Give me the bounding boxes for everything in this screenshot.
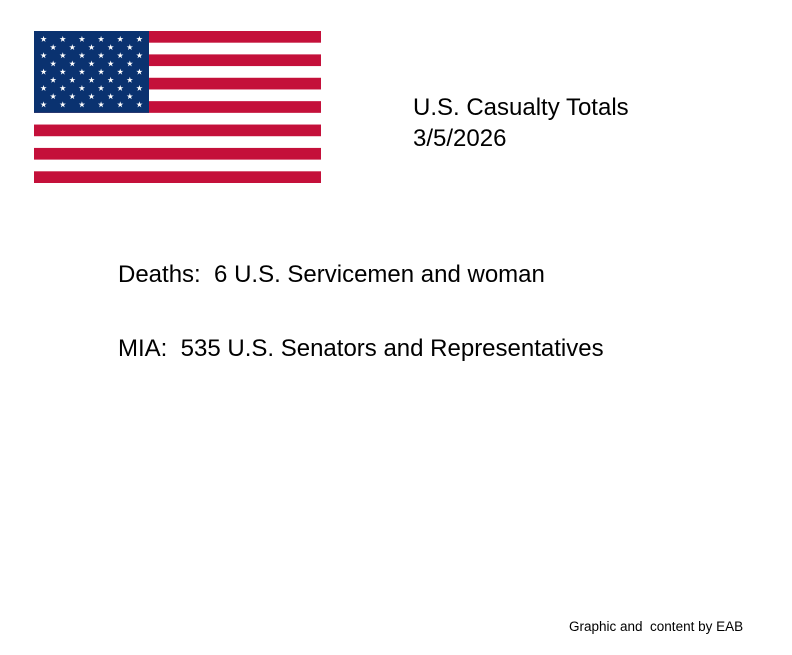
credit-text: Graphic and content by EAB bbox=[569, 619, 744, 634]
page-title: U.S. Casualty Totals bbox=[413, 94, 629, 121]
flag-red-stripe bbox=[34, 125, 321, 137]
flag-red-stripe bbox=[34, 171, 321, 183]
mia-stat: MIA: 535 U.S. Senators and Representatives bbox=[118, 335, 604, 362]
title-block bbox=[413, 92, 629, 154]
flag-canton bbox=[34, 31, 149, 113]
flag-red-stripe bbox=[34, 148, 321, 160]
report-date: 3/5/2026 bbox=[413, 125, 507, 152]
deaths-stat: Deaths: 6 U.S. Servicemen and woman bbox=[118, 261, 545, 288]
us-flag-icon bbox=[34, 31, 321, 183]
